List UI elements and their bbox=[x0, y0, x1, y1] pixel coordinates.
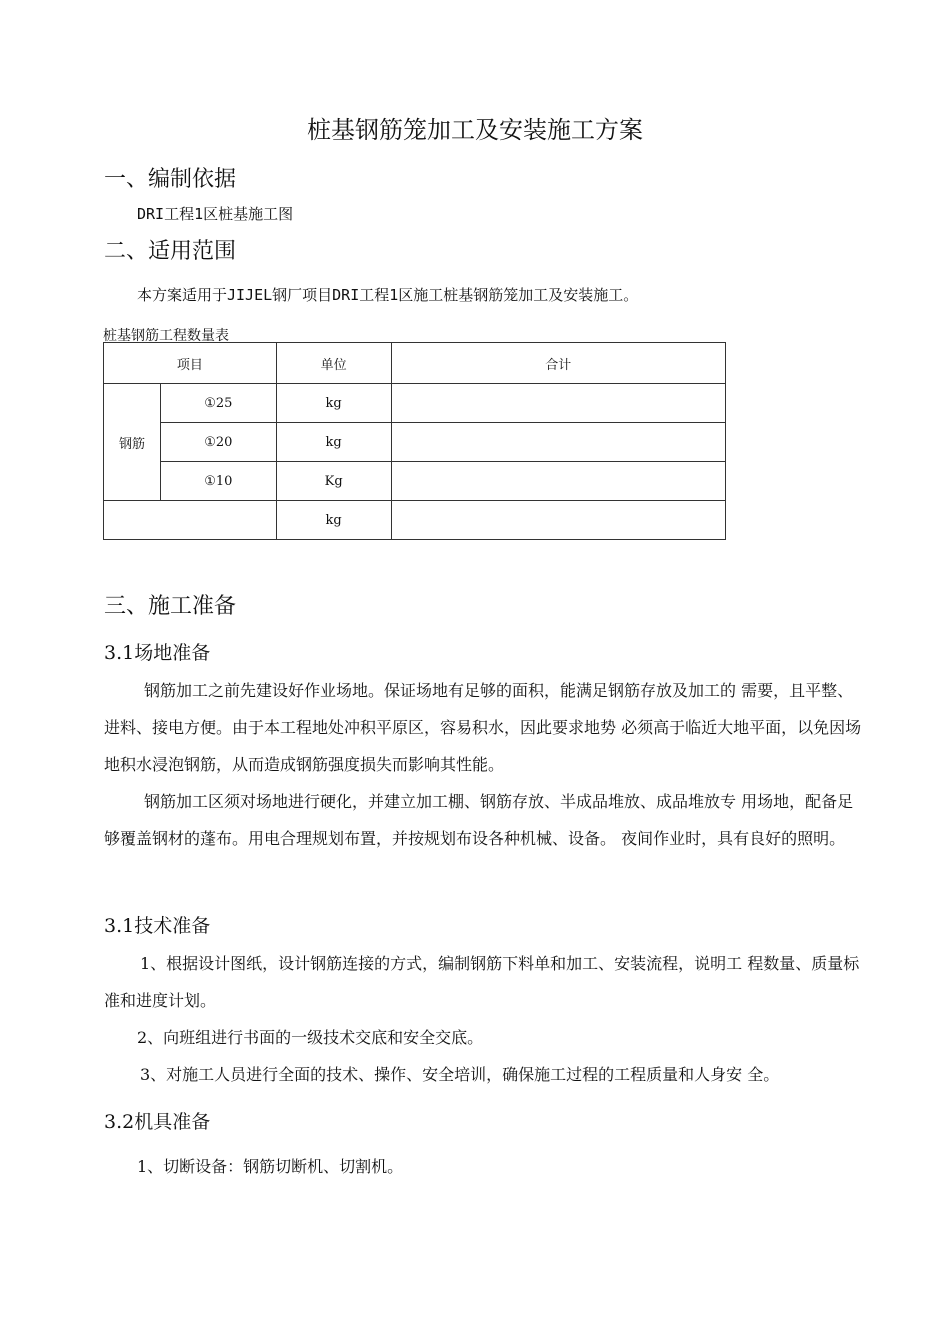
rebar-unit: Kg bbox=[276, 462, 391, 501]
table-summary-row bbox=[104, 501, 726, 540]
table-caption: 桩基钢筋工程数量表 bbox=[103, 328, 229, 344]
scope-text: 本方案适用于JIJEL钢厂项目DRI工程1区施工桩基钢筋笼加工及安装施工。 bbox=[137, 286, 639, 304]
section-heading-preparation: 三、施工准备 bbox=[104, 594, 237, 619]
technical-item-2: 2、向班组进行书面的一级技术交底和安全交底。 bbox=[137, 1028, 484, 1047]
subsection-heading-equipment: 3.2机具准备 bbox=[104, 1111, 211, 1133]
rebar-quantity-table bbox=[103, 342, 726, 540]
table-header-row bbox=[104, 343, 726, 384]
subsection-heading-technical: 3.1技术准备 bbox=[104, 915, 211, 937]
site-paragraph-1: 钢筋加工之前先建设好作业场地。保证场地有足够的面积，能满足钢筋存放及加工的 需要，且平整、进料、接电方便。由于本工程地处冲积平原区，容易积水，因此要求地势 必须高于临近大地平面，以免因场地积水浸泡钢筋，从而造成钢筋强度损失而影响其性能。 bbox=[104, 681, 862, 774]
rebar-group-label: 钢筋 bbox=[104, 384, 161, 501]
rebar-unit: kg bbox=[276, 384, 391, 423]
basis-text: DRI工程1区桩基施工图 bbox=[137, 205, 294, 223]
rebar-unit: kg bbox=[276, 423, 391, 462]
summary-unit: kg bbox=[276, 501, 391, 540]
document-title: 桩基钢筋笼加工及安装施工方案 bbox=[307, 116, 643, 144]
site-paragraphs bbox=[104, 672, 866, 857]
header-total: 合计 bbox=[391, 343, 725, 384]
rebar-spec: ①20 bbox=[160, 423, 276, 462]
subsection-heading-site: 3.1场地准备 bbox=[104, 642, 211, 664]
header-item: 项目 bbox=[104, 343, 277, 384]
section-heading-basis: 一、编制依据 bbox=[104, 167, 237, 192]
site-paragraph-2: 钢筋加工区须对场地进行硬化，并建立加工棚、钢筋存放、半成品堆放、成品堆放专 用场地，配备足够覆盖钢材的蓬布。用电合理规划布置，并按规划布设各种机械、设备。 夜间作业时，具有良好的照明。 bbox=[104, 792, 854, 848]
rebar-total bbox=[391, 423, 725, 462]
rebar-spec: ①10 bbox=[160, 462, 276, 501]
summary-total bbox=[391, 501, 725, 540]
technical-item-1: 1、根据设计图纸，设计钢筋连接的方式，编制钢筋下料单和加工、安装流程，说明工 程数量、质量标准和进度计划。 bbox=[104, 954, 860, 1010]
rebar-spec: ①25 bbox=[160, 384, 276, 423]
table-row bbox=[104, 423, 726, 462]
table-row bbox=[104, 384, 726, 423]
technical-item-3: 3、对施工人员进行全面的技术、操作、安全培训，确保施工过程的工程质量和人身安 全。 bbox=[140, 1065, 780, 1084]
table-row bbox=[104, 462, 726, 501]
equipment-item-1: 1、切断设备：钢筋切断机、切割机。 bbox=[137, 1157, 404, 1176]
rebar-total bbox=[391, 384, 725, 423]
summary-label bbox=[104, 501, 277, 540]
rebar-total bbox=[391, 462, 725, 501]
section-heading-scope: 二、适用范围 bbox=[104, 239, 237, 264]
header-unit: 单位 bbox=[276, 343, 391, 384]
technical-paragraphs bbox=[104, 945, 866, 1093]
